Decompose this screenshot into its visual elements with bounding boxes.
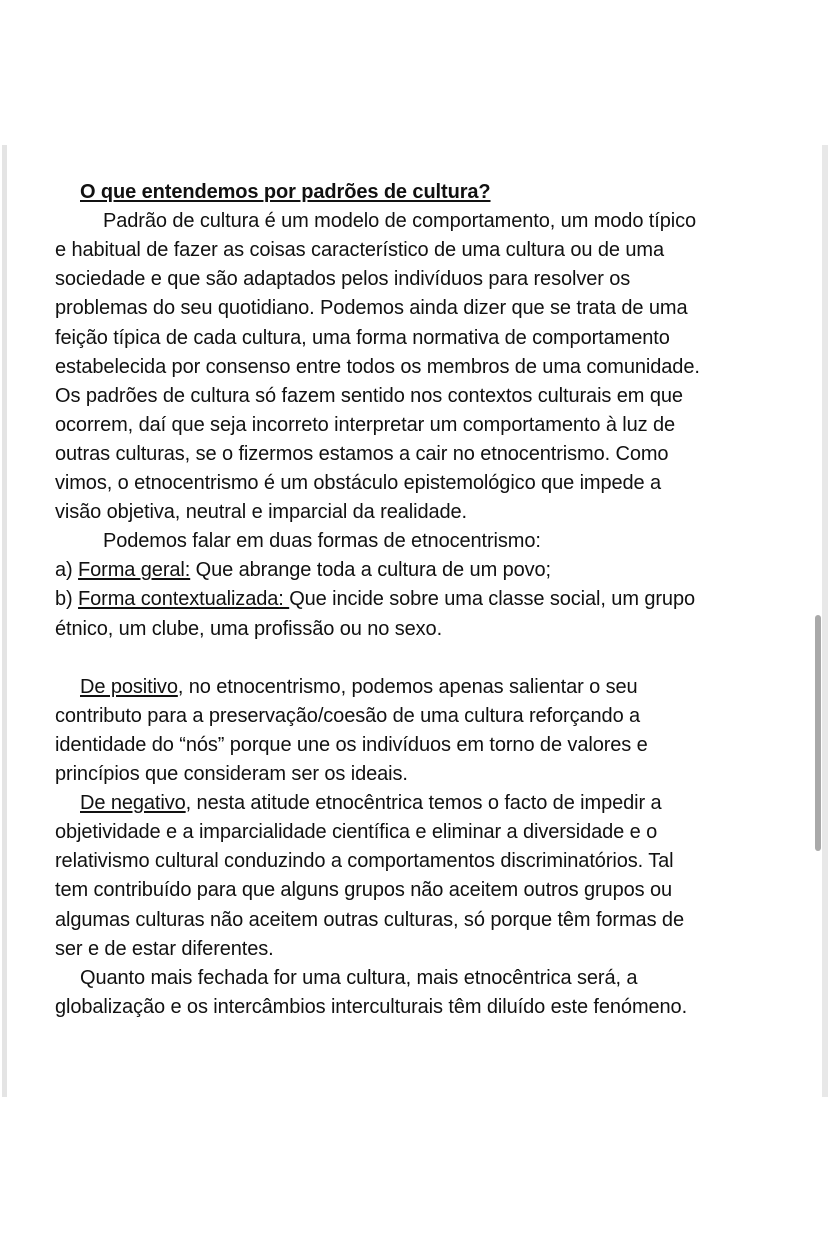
- text-line: [55, 265, 630, 294]
- text-line: [55, 731, 648, 760]
- line-text: feição típica de cada cultura, uma forma normativa de comportamento: [55, 326, 670, 349]
- text-line: [80, 789, 662, 818]
- text-line: [55, 615, 442, 644]
- line-text: contributo para a preservação/coesão de uma cultura reforçando a: [55, 704, 641, 727]
- line-text: problemas do seu quotidiano. Podemos ainda dizer que se trata de uma: [55, 297, 688, 320]
- line-text: sociedade e que são adaptados pelos indivíduos para resolver os: [55, 268, 631, 291]
- line-text: Que incide sobre uma classe social, um grupo: [289, 588, 695, 611]
- line-text: estabelecida por consenso entre todos os membros de uma comunidade.: [55, 355, 700, 378]
- line-text: vimos, o etnocentrismo é um obstáculo epistemológico que impede a: [55, 472, 662, 494]
- vertical-scrollbar[interactable]: [815, 615, 821, 851]
- line-text: Podemos falar em duas formas de etnocentrismo:: [103, 530, 541, 553]
- list-marker: b): [55, 588, 79, 611]
- line-text: objetividade e a imparcialidade científica e eliminar a diversidade e o: [55, 821, 658, 844]
- line-text: relativismo cultural conduzindo a comportamentos discriminatórios. Tal: [55, 850, 674, 873]
- text-line: [55, 702, 640, 731]
- text-line: [55, 993, 687, 1022]
- underlined-term: O que entendemos por padrões de cultura?: [80, 181, 491, 203]
- line-text: e habitual de fazer as coisas característico de uma cultura ou de uma: [55, 239, 664, 262]
- line-text: visão objetiva, neutral e imparcial da realidade.: [55, 501, 468, 524]
- text-line: [55, 294, 688, 323]
- text-line: [55, 382, 683, 411]
- line-text: outras culturas, se o fizermos estamos a cair no etnocentrismo. Como: [55, 442, 669, 465]
- underlined-term: Forma contextualizada:: [78, 588, 290, 611]
- text-line: [103, 207, 696, 236]
- text-line: [55, 876, 672, 905]
- line-text: Padrão de cultura é um modelo de comportamento, um modo típico: [103, 210, 697, 233]
- line-text: Que abrange toda a cultura de um povo;: [190, 559, 552, 582]
- line-text: tem contribuído para que alguns grupos não aceitem outros grupos ou: [55, 879, 673, 902]
- line-text: Quanto mais fechada for uma cultura, mais etnocêntrica será, a: [80, 966, 638, 989]
- text-line: [55, 847, 673, 876]
- document-heading: [80, 178, 491, 207]
- text-line: [55, 353, 700, 382]
- line-text: princípios que consideram ser os ideais.: [55, 763, 408, 785]
- text-line: [80, 673, 638, 702]
- line-text: , nesta atitude etnocêntrica temos o facto de impedir a: [185, 792, 662, 815]
- text-line: [55, 585, 695, 614]
- text-line: [55, 411, 675, 440]
- list-marker: a): [55, 559, 79, 582]
- text-line: [80, 964, 637, 993]
- text-line: [55, 469, 661, 498]
- line-text: étnico, um clube, uma profissão ou no sexo.: [55, 617, 443, 640]
- text-line: [55, 906, 684, 935]
- line-text: ser e de estar diferentes.: [55, 937, 274, 960]
- underlined-term: De negativo: [80, 792, 186, 815]
- line-text: Os padrões de cultura só fazem sentido nos contextos culturais em que: [55, 384, 683, 407]
- underlined-term: De positivo: [80, 675, 178, 698]
- text-line: [55, 935, 274, 964]
- text-line: [55, 556, 551, 585]
- line-text: algumas culturas não aceitem outras culturas, só porque têm formas de: [55, 908, 684, 931]
- text-line: [55, 818, 657, 847]
- line-text: identidade do “nós” porque une os indivíduos em torno de valores e: [55, 733, 648, 756]
- text-line: [55, 324, 670, 353]
- line-text: ocorrem, daí que seja incorreto interpretar um comportamento à luz de: [55, 413, 676, 436]
- line-text: , no etnocentrismo, podemos apenas salientar o seu: [177, 675, 638, 698]
- page-left-edge: [2, 145, 7, 1097]
- text-line: [55, 498, 467, 527]
- underlined-term: Forma geral:: [78, 559, 191, 582]
- text-line: [55, 236, 664, 265]
- text-line: [55, 440, 668, 469]
- text-line: [103, 527, 541, 556]
- line-text: globalização e os intercâmbios interculturais têm diluído este fenómeno.: [55, 995, 688, 1018]
- text-line: [55, 760, 408, 789]
- page-right-edge: [822, 145, 828, 1097]
